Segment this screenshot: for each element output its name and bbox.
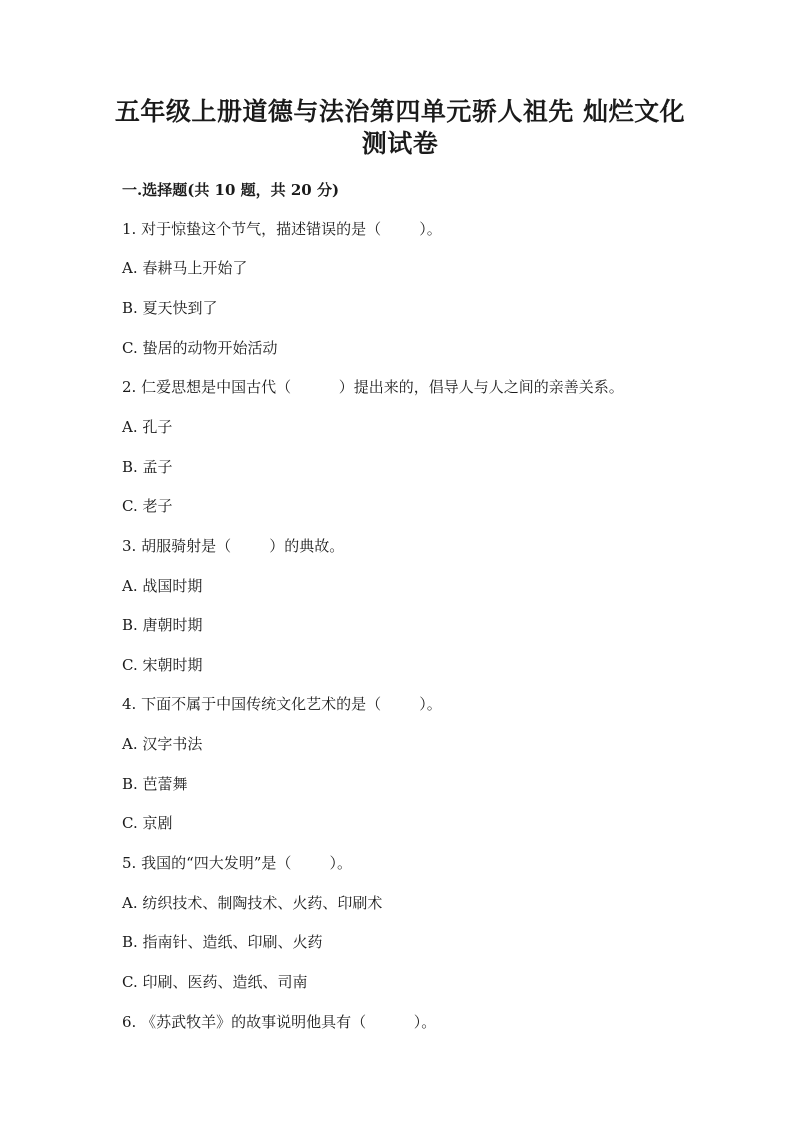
question-3-stem: 3. 胡服骑射是（ ）的典故。: [122, 537, 345, 555]
question-3-option-b: B. 唐朝时期: [122, 616, 203, 634]
question-6-stem: 6. 《苏武牧羊》的故事说明他具有（ ）。: [122, 1013, 437, 1031]
question-4-option-c: C. 京剧: [122, 814, 173, 832]
question-2-option-c: C. 老子: [122, 497, 173, 515]
question-1-option-b: B. 夏天快到了: [122, 299, 218, 317]
question-3-option-a: A. 战国时期: [122, 577, 203, 595]
question-2-stem: 2. 仁爱思想是中国古代（ ）提出来的，倡导人与人之间的亲善关系。: [122, 378, 624, 396]
question-5-option-c: C. 印刷、医药、造纸、司南: [122, 973, 308, 991]
exam-title-line-2: 测试卷: [361, 129, 439, 158]
question-4-stem: 4. 下面不属于中国传统文化艺术的是（ ）。: [122, 695, 442, 713]
question-4-option-b: B. 芭蕾舞: [122, 775, 188, 793]
question-5-option-b: B. 指南针、造纸、印刷、火药: [122, 933, 323, 951]
question-2-option-a: A. 孔子: [122, 418, 173, 436]
question-1-option-a: A. 春耕马上开始了: [122, 259, 248, 277]
question-5-option-a: A. 纺织技术、制陶技术、火药、印刷术: [122, 894, 383, 912]
exam-title-line-1: 五年级上册道德与法治第四单元骄人祖先 灿烂文化: [114, 97, 686, 126]
question-3-option-c: C. 宋朝时期: [122, 656, 203, 674]
question-4-option-a: A. 汉字书法: [122, 735, 203, 753]
question-1-option-c: C. 蛰居的动物开始活动: [122, 339, 278, 357]
question-2-option-b: B. 孟子: [122, 458, 173, 476]
question-1-stem: 1. 对于惊蛰这个节气，描述错误的是（ ）。: [122, 220, 442, 238]
question-5-stem: 5. 我国的“四大发明”是（ ）。: [122, 854, 353, 872]
section-heading: 一.选择题(共 10 题，共 20 分): [122, 181, 340, 199]
